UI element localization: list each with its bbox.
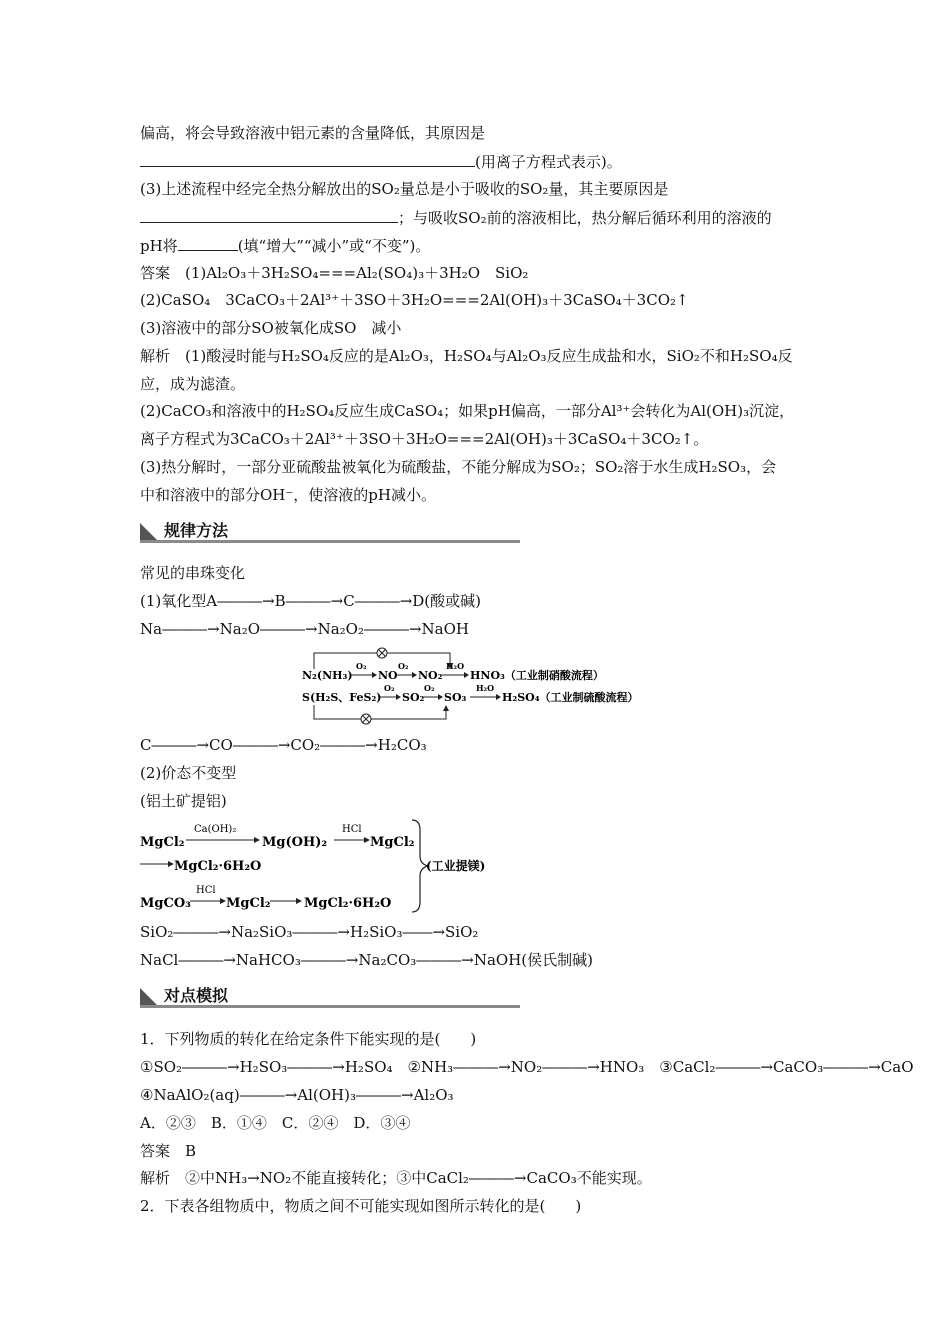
reagent-label: HCl — [342, 824, 362, 835]
reagent-label: O₂ — [398, 661, 409, 671]
reagent-label: O₂ — [356, 661, 367, 671]
s-species: S(H₂S、FeS₂) — [302, 691, 382, 704]
text-line: Na―――→Na₂O―――→Na₂O₂―――→NaOH — [140, 620, 469, 638]
analysis-line: 解析 (1)酸浸时能与H₂SO₄反应的是Al₂O₃，H₂SO₄与Al₂O₃反应生成盐和水，SiO₂不和H₂SO₄反 — [140, 347, 793, 365]
mgcl2-hydrate-species: MgCl₂·6H₂O — [174, 859, 262, 874]
brace-label: (工业提镁) — [426, 859, 486, 873]
section-triangle-icon — [140, 523, 158, 541]
mgcl2-species: MgCl₂ — [370, 835, 415, 850]
analysis-line: 中和溶液中的部分OH⁻，使溶液的pH减小。 — [140, 486, 436, 504]
text-line: (3)上述流程中经完全热分解放出的SO₂量总是小于吸收的SO₂量，其主要原因是 — [140, 180, 669, 198]
section-title: 规律方法 — [164, 521, 229, 540]
mgcl2-species: MgCl₂ — [140, 835, 185, 850]
question-line: ④NaAlO₂(aq)―――→Al(OH)₃―――→Al₂O₃ — [140, 1086, 454, 1104]
blank-line: pH将 (填“增大”“减小”或“不变”)。 — [140, 237, 431, 255]
reagent-label: O₂ — [424, 683, 435, 693]
answer-line: (2)CaSO₄ 3CaCO₃＋2Al³⁺＋3SO＋3H₂O===2Al(OH)₃＋3CaSO₄＋3CO₂↑ — [140, 291, 689, 309]
section-triangle-icon — [140, 988, 158, 1006]
text-line: 常见的串珠变化 — [140, 564, 246, 582]
answer-blank — [140, 207, 398, 223]
blank-line: ；与吸收SO₂前的溶液相比，热分解后循环利用的溶液的 — [140, 207, 772, 228]
reagent-label: O₂ — [384, 683, 395, 693]
so3-species: SO₃ — [444, 691, 467, 704]
text-line: C―――→CO―――→CO₂―――→H₂CO₃ — [140, 736, 427, 754]
text-line: 偏高，将会导致溶液中铝元素的含量降低，其原因是 — [140, 124, 486, 142]
magnesium-chain-diagram — [138, 816, 518, 918]
question-line: 2．下表各组物质中，物质之间不可能实现如图所示转化的是( ) — [140, 1197, 582, 1215]
section-underline — [140, 540, 520, 543]
section-header-practice — [140, 986, 520, 1008]
no-species: NO — [378, 669, 398, 682]
analysis-line: 解析 ②中NH₃→NO₂不能直接转化；③中CaCl₂―――→CaCO₃不能实现。 — [140, 1169, 652, 1187]
text-line: SiO₂―――→Na₂SiO₃―――→H₂SiO₃――→SiO₂ — [140, 923, 479, 941]
answer-line: 答案 (1)Al₂O₃＋3H₂SO₄===Al₂(SO₄)₃＋3H₂O SiO₂ — [140, 264, 529, 282]
analysis-line: 应，成为滤渣。 — [140, 375, 246, 393]
text-line: NaCl―――→NaHCO₃―――→Na₂CO₃―――→NaOH(侯氏制碱) — [140, 951, 594, 969]
reagent-label: HCl — [196, 885, 216, 896]
answer-line: (3)溶液中的部分SO被氧化成SO 减小 — [140, 319, 402, 337]
answer-line: 答案 B — [140, 1142, 197, 1160]
analysis-line: (3)热分解时，一部分亚硫酸盐被氧化为硫酸盐，不能分解成为SO₂；SO₂溶于水生成H₂SO₃，会 — [140, 458, 777, 476]
mgco3-species: MgCO₃ — [140, 896, 191, 911]
no2-species: NO₂ — [418, 669, 443, 682]
answer-blank — [178, 235, 238, 251]
text-line: (铝土矿提铝) — [140, 792, 227, 810]
reagent-label: H₂O — [476, 683, 495, 693]
h2so4-species: H₂SO₄（工业制硫酸流程） — [502, 691, 639, 704]
text-line: (2)价态不变型 — [140, 764, 237, 782]
question-line: 1．下列物质的转化在给定条件下能实现的是( ) — [140, 1030, 477, 1048]
section-title: 对点模拟 — [164, 986, 229, 1005]
so2-species: SO₂ — [402, 691, 425, 704]
analysis-line: (2)CaCO₃和溶液中的H₂SO₄反应生成CaSO₄；如果pH偏高，一部分Al³⁺会转化为Al(OH)₃沉淀， — [140, 402, 795, 420]
section-underline — [140, 1005, 520, 1008]
n2-species: N₂(NH₃) — [302, 669, 353, 682]
reagent-label: Ca(OH)₂ — [194, 824, 237, 835]
text-line: (1)氧化型A―――→B―――→C―――→D(酸或碱) — [140, 592, 482, 610]
mgcl2-species: MgCl₂ — [226, 896, 271, 911]
answer-blank — [140, 151, 475, 167]
blank-line: (用离子方程式表示)。 — [140, 151, 622, 172]
analysis-line: 离子方程式为3CaCO₃＋2Al³⁺＋3SO＋3H₂O===2Al(OH)₃＋3CaSO₄＋3CO₂↑。 — [140, 430, 709, 448]
reagent-label: H₂O — [446, 661, 465, 671]
mgcl2-hydrate-species: MgCl₂·6H₂O — [304, 896, 392, 911]
mgoh2-species: Mg(OH)₂ — [262, 835, 328, 850]
question-line: ①SO₂―――→H₂SO₃―――→H₂SO₄ ②NH₃―――→NO₂―――→HNO₃ ③CaCl₂―――→CaCO₃―――→CaO — [140, 1058, 914, 1076]
oxidation-chain-diagram — [300, 647, 660, 733]
options-line: A．②③ B．①④ C．②④ D．③④ — [140, 1114, 411, 1132]
section-header-rules — [140, 521, 520, 543]
hno3-species: HNO₃（工业制硝酸流程） — [470, 669, 604, 682]
